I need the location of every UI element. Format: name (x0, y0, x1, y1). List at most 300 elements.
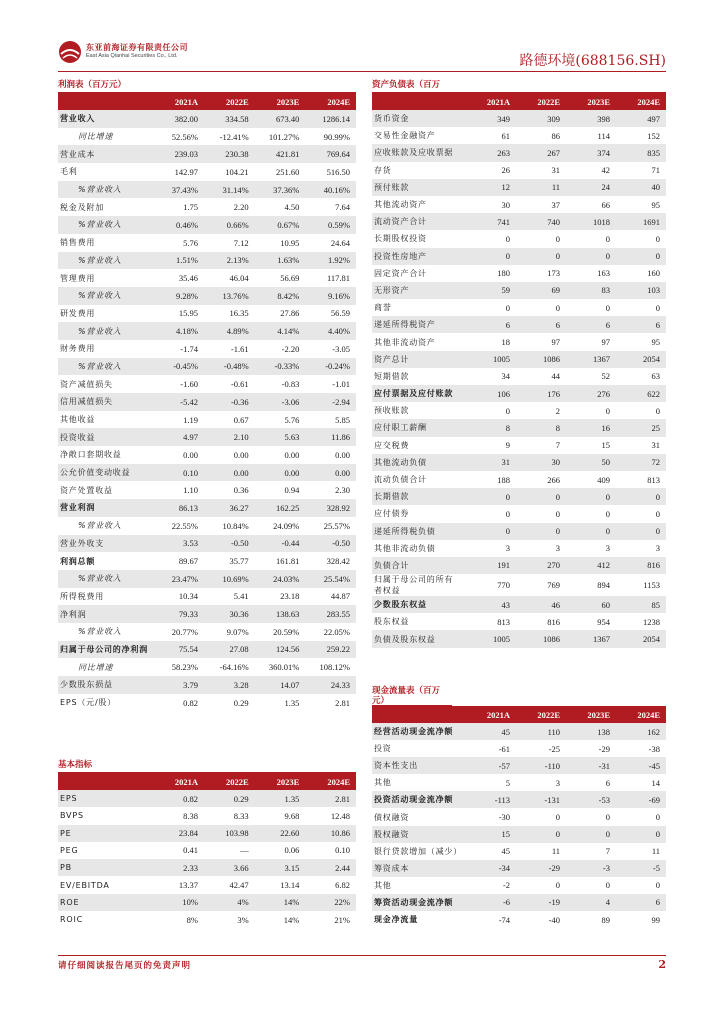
row-value: 2.10 (204, 428, 255, 446)
row-value: 266 (547, 474, 561, 485)
table-row (58, 145, 356, 163)
row-value: 0 (505, 508, 511, 519)
row-value: 1.10 (183, 485, 199, 496)
row-value: 110 (516, 723, 566, 740)
row-value: 1153 (643, 579, 660, 590)
row-value: 46 (516, 596, 566, 613)
row-value: 2.33 (153, 859, 204, 876)
row-value: 0 (566, 488, 616, 505)
row-value: 2 (555, 405, 561, 416)
row-value: 89 (601, 914, 610, 925)
row-value: 14.07 (255, 676, 306, 694)
table-row (58, 198, 356, 216)
table-header-row (58, 93, 356, 110)
row-value: 0 (655, 508, 660, 519)
table-row (58, 911, 356, 928)
row-value: 0.82 (183, 697, 199, 708)
row-value: 9 (505, 440, 511, 451)
row-value: 27.08 (204, 641, 255, 659)
row-label: 资本性支出 (372, 757, 466, 774)
row-label: 资产减值损失 (60, 379, 113, 389)
row-value: 0 (516, 488, 566, 505)
row-value: 22.55% (171, 520, 199, 531)
row-value: 0.66% (204, 216, 255, 234)
row-value: 95 (651, 337, 660, 348)
table-row (372, 162, 666, 179)
table-row (372, 826, 666, 843)
row-value: 5.63 (255, 428, 306, 446)
table-row (58, 287, 356, 305)
row-label: 其他 (374, 880, 392, 890)
row-value: 0 (605, 812, 610, 823)
row-label: 投资性房地产 (372, 248, 466, 265)
year-header: 2022E (516, 706, 566, 723)
row-value: -3.05 (332, 343, 350, 354)
row-value: 5.41 (233, 591, 249, 602)
row-value: 0 (466, 248, 516, 265)
row-value: 20.59% (273, 626, 300, 637)
row-value: 0 (566, 826, 616, 843)
row-value: 349 (466, 110, 516, 127)
row-value: 8 (466, 419, 516, 436)
header-blank-cell (372, 93, 466, 110)
row-value: 56.59 (330, 308, 350, 319)
row-value: -0.45% (153, 358, 204, 376)
table-row (58, 269, 356, 287)
table-row (58, 393, 356, 411)
table-row (372, 351, 666, 368)
row-value: 7.64 (335, 202, 350, 213)
row-value: -31 (566, 757, 616, 774)
row-value: 3 (555, 543, 561, 554)
report-title: 路德环境(688156.SH) (519, 53, 666, 69)
table-row (58, 658, 356, 676)
table-row (372, 740, 666, 757)
row-value: 5 (505, 777, 511, 788)
row-value: 0 (616, 248, 666, 265)
row-value: 15.95 (178, 308, 199, 319)
section-title: 基本指标 (58, 758, 356, 773)
company-name-cn: 东亚前海证券有限责任公司 (86, 43, 188, 52)
year-header: 2024E (616, 706, 666, 723)
row-value: 5.76 (284, 414, 300, 425)
row-label: 负债及股东权益 (372, 630, 466, 647)
row-value: 11 (516, 179, 566, 196)
row-value: 97 (551, 337, 561, 348)
row-label: 其他 (374, 778, 392, 788)
row-value: 382.00 (153, 110, 204, 128)
row-value: 0.10 (335, 845, 350, 856)
row-value: 412 (566, 557, 616, 574)
row-value: 0 (505, 233, 511, 244)
row-label: 应付票据及应付账款 (372, 385, 466, 402)
row-value: 10.34 (178, 591, 199, 602)
row-value: 104.21 (225, 166, 249, 177)
row-value: 15 (466, 826, 516, 843)
row-value: 103 (616, 282, 666, 299)
table-row (58, 605, 356, 623)
row-label: 归属于母公司的所有者权益 (374, 575, 454, 596)
row-label: 预收账款 (374, 406, 410, 416)
row-value: 161.81 (275, 556, 300, 567)
row-value: -64.16% (219, 662, 249, 673)
row-label: 归属于母公司的净利润 (58, 641, 153, 659)
table-row (372, 248, 666, 265)
row-value: 40.16% (305, 181, 356, 199)
table-row (58, 842, 356, 859)
row-value: 0.67% (255, 216, 306, 234)
row-value: 741 (466, 213, 516, 230)
row-value: 0.00 (233, 449, 249, 460)
row-value: 3 (555, 777, 561, 788)
row-value: 7.12 (233, 237, 249, 248)
row-value: -0.83 (281, 379, 300, 390)
table-row (58, 676, 356, 694)
row-value: 2.44 (305, 859, 356, 876)
table-row (372, 265, 666, 282)
row-value: -110 (516, 757, 566, 774)
row-value: 24 (566, 179, 616, 196)
row-value: 0.94 (284, 485, 300, 496)
row-value: 0 (655, 880, 660, 891)
row-value: 4.50 (284, 202, 300, 213)
row-value: 108.12% (319, 662, 350, 673)
row-value: -29 (598, 743, 610, 754)
row-value: 1.35 (255, 790, 306, 807)
row-value: 5.76 (183, 237, 199, 248)
row-value: 13.37 (178, 880, 199, 891)
row-value: 0.29 (204, 790, 255, 807)
table-row (58, 375, 356, 393)
row-label: BVPS (60, 811, 84, 821)
row-label: 递延所得税负债 (372, 523, 466, 540)
row-value: -3 (566, 860, 616, 877)
row-value: 3.15 (255, 859, 306, 876)
table-row (372, 488, 666, 505)
row-value: -61 (498, 743, 511, 754)
row-value: 71 (651, 165, 660, 176)
row-value: -25 (548, 743, 561, 754)
row-value: 0.29 (233, 697, 249, 708)
table-row (372, 419, 666, 436)
row-value: 1005 (466, 630, 516, 647)
row-value: -69 (616, 791, 666, 808)
row-value: 1.35 (284, 697, 300, 708)
row-value: 4.97 (153, 428, 204, 446)
metrics-table (58, 773, 356, 928)
row-value: 0 (655, 302, 660, 313)
row-value: -1.60 (180, 379, 199, 390)
row-value: 90.99% (323, 131, 350, 142)
row-value: 1238 (643, 616, 660, 627)
row-value: 31 (466, 454, 516, 471)
header-blank-cell (58, 93, 153, 110)
table-row (58, 163, 356, 181)
row-value: 30 (516, 454, 566, 471)
row-value: 1.19 (183, 414, 199, 425)
row-value: 2.30 (335, 485, 350, 496)
row-value: 769 (547, 579, 561, 590)
year-header: 2021A (153, 93, 204, 110)
row-value: 1005 (466, 351, 516, 368)
row-value: -19 (516, 894, 566, 911)
row-value: 267 (516, 144, 566, 161)
row-value: 8% (186, 914, 199, 925)
table-row (58, 411, 356, 429)
table-row (58, 446, 356, 464)
row-value: 0 (616, 488, 666, 505)
row-label: 毛利 (60, 167, 78, 177)
row-value: 173 (547, 268, 561, 279)
row-label: 净利润 (58, 605, 153, 623)
row-value: 44.87 (330, 591, 350, 602)
row-value: 0.00 (284, 449, 300, 460)
table-row (372, 630, 666, 647)
row-label: %营业收入 (58, 181, 153, 199)
table-header-row (372, 706, 666, 723)
row-value: 23.84 (153, 825, 204, 842)
row-value: 0.00 (255, 464, 306, 482)
row-value: 0 (566, 523, 616, 540)
row-value: 0.36 (233, 485, 249, 496)
row-value: 835 (616, 144, 666, 161)
row-value: 37 (551, 199, 561, 210)
row-value: 4 (566, 894, 616, 911)
row-label: 经营活动现金流净额 (372, 723, 466, 740)
row-value: 24.64 (330, 237, 350, 248)
row-value: 0 (555, 812, 561, 823)
row-value: 4% (204, 894, 255, 911)
row-value: -45 (616, 757, 666, 774)
row-value: 176 (516, 385, 566, 402)
row-value: 6 (466, 316, 516, 333)
row-value: 0 (605, 508, 610, 519)
row-value: 36.27 (204, 499, 255, 517)
table-header-row (372, 93, 666, 110)
row-label: 长期借款 (372, 488, 466, 505)
row-value: 8.42% (255, 287, 306, 305)
row-value: 0 (655, 812, 660, 823)
row-value: 103.98 (204, 825, 255, 842)
row-label: 股东权益 (374, 617, 410, 627)
row-label: 长期股权投资 (374, 234, 427, 244)
row-value: 18 (501, 337, 511, 348)
row-label: 税金及附加 (60, 202, 104, 212)
row-label: 财务费用 (60, 344, 96, 354)
row-value: 30 (501, 199, 511, 210)
row-label: %营业收入 (58, 358, 153, 376)
table-row (372, 808, 666, 825)
row-label: 应付职工薪酬 (372, 419, 466, 436)
row-value: -113 (466, 791, 516, 808)
header-blank-cell (58, 773, 153, 790)
year-header: 2023E (566, 93, 616, 110)
row-value: 5.85 (335, 414, 350, 425)
row-value: -1.61 (230, 343, 249, 354)
row-value: 42.47 (229, 880, 249, 891)
row-label: 流动负债合计 (374, 475, 427, 485)
table-row (58, 570, 356, 588)
year-header: 2024E (305, 773, 356, 790)
row-value: 9.16% (305, 287, 356, 305)
row-value: 162 (616, 723, 666, 740)
row-label: 流动资产合计 (372, 213, 466, 230)
row-value: 1086 (516, 630, 566, 647)
row-value: 0.00 (204, 464, 255, 482)
row-value: 0 (655, 405, 660, 416)
row-value: 6 (566, 316, 616, 333)
table-row (372, 144, 666, 161)
row-value: 26 (501, 165, 511, 176)
year-header: 2023E (566, 706, 616, 723)
row-value: 816 (616, 557, 666, 574)
row-label: 投资活动现金流净额 (372, 791, 466, 808)
year-header: 2024E (305, 93, 356, 110)
table-row (372, 540, 666, 557)
row-value: 114 (597, 130, 610, 141)
row-value: 142.97 (174, 166, 199, 177)
row-value: 9.28% (153, 287, 204, 305)
company-name-en: East Asia Qianhai Securities Co., Ltd. (86, 53, 178, 59)
row-value: 2054 (616, 351, 666, 368)
row-value: 0 (605, 405, 610, 416)
row-label: ROIC (60, 915, 84, 925)
row-value: -53 (566, 791, 616, 808)
row-value: 6 (616, 316, 666, 333)
year-header: 2022E (204, 93, 255, 110)
row-label: %营业收入 (58, 216, 153, 234)
section-title: 资产负债表（百万 (372, 78, 666, 93)
row-value: 0 (516, 248, 566, 265)
row-label: 少数股东损益 (58, 676, 153, 694)
row-value: -30 (498, 812, 511, 823)
row-label: %营业收入 (78, 521, 122, 531)
table-row (58, 358, 356, 376)
table-row (372, 843, 666, 860)
table-row (372, 877, 666, 894)
row-value: 56.69 (280, 273, 300, 284)
row-value: 3.79 (153, 676, 204, 694)
row-value: 63 (651, 371, 660, 382)
row-value: 816 (547, 616, 561, 627)
row-value: 191 (466, 557, 516, 574)
table-row (372, 774, 666, 791)
row-label: 应付债券 (374, 509, 410, 519)
row-value: 12 (466, 179, 516, 196)
footer-disclaimer: 请仔细阅读报告尾页的免责声明 (58, 961, 192, 971)
row-label: 股权融资 (372, 826, 466, 843)
row-value: 263 (466, 144, 516, 161)
row-value: 97 (601, 337, 610, 348)
row-label: 债权融资 (374, 812, 410, 822)
row-value: -3.06 (255, 393, 306, 411)
row-value: -0.50 (204, 535, 255, 553)
row-value: 9.68 (284, 810, 300, 821)
row-value: 59 (466, 282, 516, 299)
row-value: 740 (516, 213, 566, 230)
row-value: 2.20 (233, 202, 249, 213)
row-value: 0 (505, 302, 511, 313)
row-value: 163 (597, 268, 610, 279)
row-label: %营业收入 (58, 252, 153, 270)
row-label: 少数股东权益 (372, 596, 466, 613)
table-header-row (58, 773, 356, 790)
table-row (58, 790, 356, 807)
row-label: 其他流动负债 (372, 454, 466, 471)
table-row (372, 574, 666, 596)
table-row (58, 234, 356, 252)
row-label: 信用减值损失 (58, 393, 153, 411)
row-value: 188 (497, 474, 511, 485)
row-label: 递延所得税资产 (372, 316, 466, 333)
year-header: 2024E (616, 93, 666, 110)
row-value: 16 (566, 419, 616, 436)
row-value: 24.03% (255, 570, 306, 588)
row-value: 813 (647, 474, 660, 485)
row-value: 124.56 (255, 641, 306, 659)
table-row (58, 517, 356, 535)
row-value: 673.40 (255, 110, 306, 128)
row-value: 0.67 (233, 414, 249, 425)
header-divider (58, 71, 666, 72)
table-row (372, 557, 666, 574)
row-value: 2.13% (204, 252, 255, 270)
row-value: 11.86 (305, 428, 356, 446)
row-value: 421.81 (255, 145, 306, 163)
table-row (372, 860, 666, 877)
row-value: 20.77% (171, 626, 199, 637)
row-value: -1.01 (332, 379, 350, 390)
row-value: 10% (153, 894, 204, 911)
row-value: 516.50 (326, 166, 350, 177)
row-value: -0.50 (305, 535, 356, 553)
row-value: 30.36 (204, 605, 255, 623)
row-label: 管理费用 (60, 273, 96, 283)
row-value: 334.58 (204, 110, 255, 128)
row-value: 37.36% (255, 181, 306, 199)
row-value: 3 (605, 543, 610, 554)
row-value: 138 (566, 723, 616, 740)
row-label: 营业收入 (58, 110, 153, 128)
table-row (372, 505, 666, 522)
table-row (58, 340, 356, 358)
row-value: -1.74 (180, 343, 199, 354)
row-value: -0.33% (255, 358, 306, 376)
table-row (58, 110, 356, 128)
table-row (58, 481, 356, 499)
table-row (58, 825, 356, 842)
row-label: 同比增速 (78, 132, 114, 142)
row-value: 283.55 (305, 605, 356, 623)
row-value: 89.67 (178, 556, 199, 567)
row-value: 11 (651, 845, 660, 856)
row-label: 交易性金融资产 (374, 131, 436, 141)
row-value: 69 (516, 282, 566, 299)
row-value: 3.28 (204, 676, 255, 694)
row-value: 60 (566, 596, 616, 613)
year-header: 2022E (204, 773, 255, 790)
row-label: EPS (58, 790, 153, 807)
row-value: 45 (466, 723, 516, 740)
row-value: 13.76% (204, 287, 255, 305)
row-label: 无形资产 (372, 282, 466, 299)
row-value: 72 (616, 454, 666, 471)
table-row (58, 807, 356, 824)
year-header: 2023E (255, 93, 306, 110)
row-label: 营业利润 (58, 499, 153, 517)
row-label: %营业收入 (58, 570, 153, 588)
row-value: 138.63 (255, 605, 306, 623)
